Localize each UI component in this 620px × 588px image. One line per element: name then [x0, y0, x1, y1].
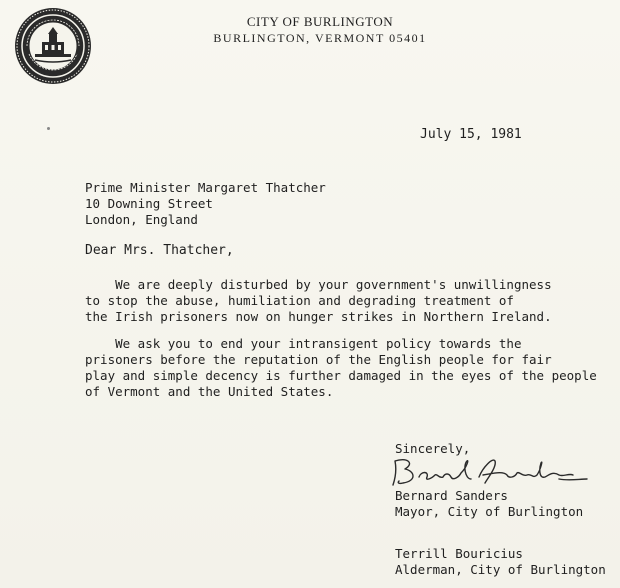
body-paragraph-1 [85, 277, 552, 325]
signer-title: Mayor, City of Burlington [395, 504, 584, 519]
paragraph-line: of Vermont and the United States. [85, 384, 334, 399]
recipient-address [85, 180, 326, 228]
body-paragraph-2 [85, 336, 597, 400]
city-seal-icon [13, 6, 93, 86]
paragraph-line: We ask you to end your intransigent policy towards the [85, 336, 522, 351]
paper-speck [47, 127, 50, 130]
signer-name: Terrill Bouricius [395, 546, 523, 561]
signer-block [395, 546, 606, 578]
paragraph-line: to stop the abuse, humiliation and degrading treatment of [85, 293, 514, 308]
letterhead [150, 14, 490, 46]
recipient-street: 10 Downing Street [85, 196, 213, 211]
handwritten-signature [383, 449, 593, 491]
signer-block [395, 488, 583, 520]
paragraph-line: prisoners before the reputation of the English people for fair [85, 352, 552, 367]
letterhead-city: CITY OF BURLINGTON [246, 14, 394, 29]
paragraph-line: the Irish prisoners now on hunger strikes in Northern Ireland. [85, 309, 552, 324]
salutation: Dear Mrs. Thatcher, [85, 243, 234, 258]
closing: Sincerely, [395, 441, 471, 456]
recipient-name: Prime Minister Margaret Thatcher [85, 180, 326, 195]
letter-date: July 15, 1981 [420, 127, 522, 142]
signer-title: Alderman, City of Burlington [395, 562, 606, 577]
paragraph-line: play and simple decency is further damaged in the eyes of the people [85, 368, 597, 383]
recipient-city: London, England [85, 212, 198, 227]
letterhead-address: BURLINGTON, VERMONT 05401 [213, 31, 427, 45]
paragraph-line: We are deeply disturbed by your government's unwillingness [85, 277, 552, 292]
signer-name: Bernard Sanders [395, 488, 508, 503]
